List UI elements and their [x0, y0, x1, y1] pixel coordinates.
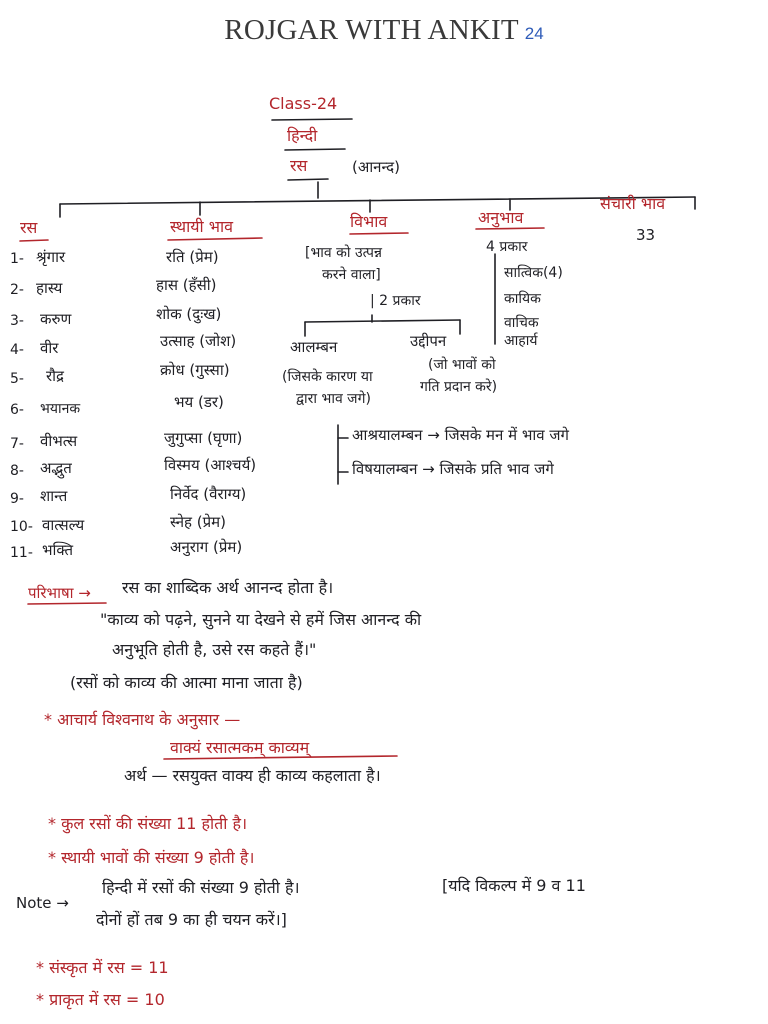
bottom-fact: * प्राकृत में रस = 10	[36, 990, 165, 1009]
sthayi-bhav: उत्साह (जोश)	[160, 332, 237, 350]
subject-label: हिन्दी	[287, 126, 318, 145]
ras-name: वीर	[40, 339, 59, 357]
definition-text: (रसों को काव्य की आत्मा माना जाता है)	[70, 673, 303, 692]
uddipan-note: (जो भावों को	[428, 357, 496, 373]
acharya-heading: * आचार्य विश्वनाथ के अनुसार —	[44, 710, 241, 729]
sthayi-bhav: अनुराग (प्रेम)	[170, 538, 243, 556]
ashrayalamban: आश्रयालम्बन → जिसके मन में भाव जगे	[352, 426, 569, 444]
ras-number: 3-	[10, 313, 24, 329]
uddipan-note: गति प्रदान करे)	[420, 379, 498, 395]
vibhav-types: | 2 प्रकार	[370, 293, 421, 309]
sthayi-bhav: हास (हँसी)	[156, 276, 217, 294]
sthayi-bhav: जुगुप्सा (घृणा)	[164, 429, 243, 447]
ras-name: अद्भुत	[40, 459, 72, 477]
anubhav-types: 4 प्रकार	[486, 239, 528, 255]
definition-label: परिभाषा →	[28, 584, 91, 602]
ras-number: 5-	[10, 371, 24, 387]
column-sthayi-bhav: स्थायी भाव	[170, 217, 234, 236]
fact-item: * स्थायी भावों की संख्या 9 होती है।	[48, 848, 255, 867]
note-text: दोनों हों तब 9 का ही चयन करें।]	[96, 910, 287, 929]
sthayi-bhav: शोक (दुःख)	[156, 305, 222, 323]
note-label: Note →	[16, 894, 69, 912]
sthayi-bhav: विस्मय (आश्चर्य)	[164, 456, 257, 474]
ras-name: हास्य	[36, 279, 63, 297]
ras-name: करुण	[40, 310, 72, 328]
ras-name: वात्सल्य	[42, 516, 85, 534]
ras-number: 11-	[10, 545, 33, 561]
column-sanchari-bhav: संचारी भाव	[600, 194, 666, 213]
ras-number: 7-	[10, 436, 24, 452]
ras-name: भक्ति	[42, 541, 74, 559]
anubhav-item: आहार्य	[504, 333, 538, 349]
ras-number: 2-	[10, 282, 24, 298]
sanchari-count: 33	[636, 226, 656, 244]
sthayi-bhav: क्रोध (गुस्सा)	[160, 361, 230, 379]
page-number: 24	[524, 24, 544, 43]
definition-text: अनुभूति होती है, उसे रस कहते हैं।"	[112, 640, 317, 659]
ras-number: 1-	[10, 251, 24, 267]
bottom-fact: * संस्कृत में रस = 11	[36, 958, 169, 977]
ras-number: 9-	[10, 491, 24, 507]
alamban-note: द्वारा भाव जगे)	[296, 391, 371, 407]
sthayi-bhav: रति (प्रेम)	[166, 248, 219, 266]
ras-number: 4-	[10, 342, 24, 358]
sthayi-bhav: निर्वेद (वैराग्य)	[170, 485, 247, 503]
anubhav-item: कायिक	[504, 291, 541, 307]
topic-label: रस	[290, 156, 308, 175]
topic-meaning: (आनन्द)	[352, 158, 400, 176]
definition-text: रस का शाब्दिक अर्थ आनन्द होता है।	[122, 578, 334, 597]
ras-name: रौद्र	[46, 367, 64, 385]
ras-name: वीभत्स	[40, 432, 78, 450]
anubhav-item: वाचिक	[504, 315, 539, 331]
site-title: ROJGAR WITH ANKIT	[224, 14, 519, 46]
vibhav-definition: करने वाला]	[322, 267, 381, 283]
ras-name: भयानक	[40, 401, 81, 417]
vibhav-definition: [भाव को उत्पन्न	[305, 245, 382, 261]
sthayi-bhav: भय (डर)	[174, 393, 224, 411]
column-anubhav: अनुभाव	[478, 208, 524, 227]
note-text: हिन्दी में रसों की संख्या 9 होती है।	[102, 878, 300, 897]
column-ras: रस	[20, 218, 38, 237]
class-label: Class-24	[269, 94, 338, 113]
note-bracket: [यदि विकल्प में 9 व 11	[442, 876, 586, 895]
column-vibhav: विभाव	[350, 212, 388, 231]
acharya-meaning: अर्थ — रसयुक्त वाक्य ही काव्य कहलाता है।	[124, 766, 381, 785]
vibhav-uddipan: उद्दीपन	[410, 332, 447, 350]
ras-number: 6-	[10, 402, 24, 418]
acharya-quote: वाक्यं रसात्मकम् काव्यम्	[170, 738, 310, 757]
alamban-note: (जिसके कारण या	[282, 369, 373, 385]
anubhav-item: सात्विक(4)	[504, 265, 563, 281]
definition-text: "काव्य को पढ़ने, सुनने या देखने से हमें जिस आनन्द की	[100, 610, 422, 629]
ras-number: 8-	[10, 463, 24, 479]
ras-name: श्रृंगार	[36, 248, 66, 266]
ras-number: 10-	[10, 519, 33, 535]
vibhav-alamban: आलम्बन	[290, 338, 338, 356]
vishayalamban: विषयालम्बन → जिसके प्रति भाव जगे	[352, 460, 554, 478]
sthayi-bhav: स्नेह (प्रेम)	[170, 513, 226, 531]
fact-item: * कुल रसों की संख्या 11 होती है।	[48, 814, 248, 833]
ras-name: शान्त	[40, 487, 68, 505]
